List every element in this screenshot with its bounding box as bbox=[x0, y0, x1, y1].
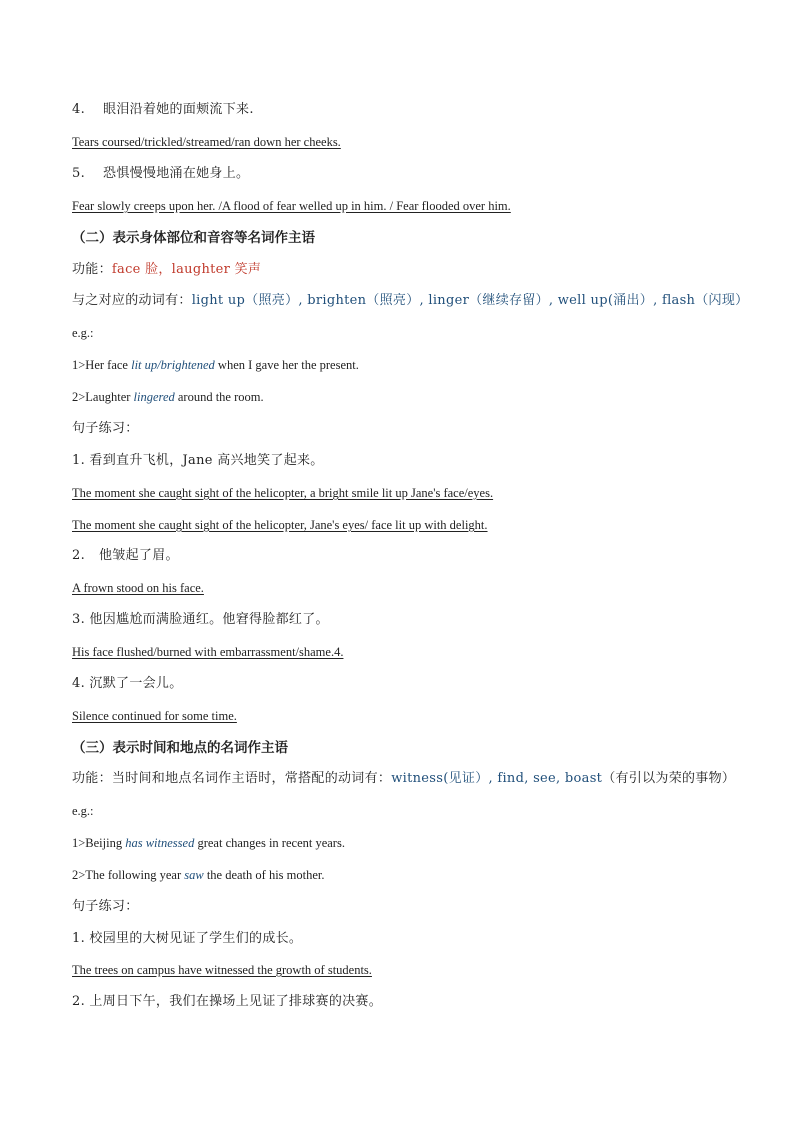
verbs-words: witness(见证）, find, see, boast bbox=[391, 771, 603, 786]
function-line: 功能：当时间和地点名词作主语时，常搭配的动词有：witness(见证）, find, see, boast（有引以为荣的事物） bbox=[72, 771, 736, 786]
answer-line: The moment she caught sight of the helicopter, a bright smile lit up Jane's face/eyes. bbox=[72, 486, 494, 500]
practice-item-1: 1. 看到直升飞机，Jane 高兴地笑了起来。 bbox=[72, 453, 324, 468]
practice-item-4: 4. 沉默了一会儿。 bbox=[72, 676, 183, 691]
example-2: 2>Laughter lingered around the room. bbox=[72, 390, 264, 404]
item-text: 眼泪沿着她的面颊流下来. bbox=[103, 102, 254, 117]
highlight-verb: lit up/brightened bbox=[131, 358, 215, 372]
example-2: 2>The following year saw the death of his mother. bbox=[72, 868, 325, 882]
example-1: 1>Beijing has witnessed great changes in recent years. bbox=[72, 836, 345, 850]
answer-line: The moment she caught sight of the helicopter, Jane's eyes/ face lit up with delight. bbox=[72, 518, 488, 532]
highlight-verb: has witnessed bbox=[125, 836, 195, 850]
answer-line: A frown stood on his face. bbox=[72, 581, 204, 595]
verbs-line bbox=[72, 291, 748, 311]
verbs-words: light up（照亮）, brighten（照亮）, linger（继续存留）, well up(涌出）, flash（闪现） bbox=[191, 293, 749, 308]
item-text: 恐惧慢慢地涌在她身上。 bbox=[103, 166, 250, 181]
function-label: 功能： bbox=[72, 262, 112, 277]
practice-item-3: 3. 他因尴尬而满脸通红。他窘得脸都红了。 bbox=[72, 612, 329, 627]
answer-line: His face flushed/burned with embarrassment/shame.4. bbox=[72, 645, 344, 659]
answer-line: Tears coursed/trickled/streamed/ran down her cheeks. bbox=[72, 135, 341, 149]
section-heading-2: （二）表示身体部位和音容等名词作主语 bbox=[72, 230, 315, 246]
highlight-verb: lingered bbox=[133, 390, 175, 404]
practice-label: 句子练习： bbox=[72, 421, 139, 436]
verbs-label: 与之对应的动词有： bbox=[72, 293, 192, 308]
section-heading-3: （三）表示时间和地点的名词作主语 bbox=[72, 740, 288, 756]
function-line bbox=[72, 260, 261, 280]
item-number: 4. bbox=[72, 102, 86, 117]
practice-item-1: 1. 校园里的大树见证了学生们的成长。 bbox=[72, 931, 303, 946]
item-5 bbox=[72, 164, 249, 184]
item-number: 5. bbox=[72, 166, 86, 181]
example-1: 1>Her face lit up/brightened when I gave her the present. bbox=[72, 358, 359, 372]
answer-line: The trees on campus have witnessed the growth of students. bbox=[72, 963, 372, 977]
item-4 bbox=[72, 100, 254, 120]
practice-item-2: 2. 他皱起了眉。 bbox=[72, 548, 179, 563]
example-label: e.g.: bbox=[72, 326, 94, 340]
answer-line: Fear slowly creeps upon her. /A flood of fear welled up in him. / Fear flooded over him. bbox=[72, 199, 511, 213]
example-label: e.g.: bbox=[72, 804, 94, 818]
practice-label: 句子练习： bbox=[72, 899, 139, 914]
practice-item-2: 2. 上周日下午，我们在操场上见证了排球赛的决赛。 bbox=[72, 994, 383, 1009]
highlight-verb: saw bbox=[184, 868, 204, 882]
function-words: face 脸，laughter 笑声 bbox=[111, 262, 262, 277]
answer-line: Silence continued for some time. bbox=[72, 709, 237, 723]
